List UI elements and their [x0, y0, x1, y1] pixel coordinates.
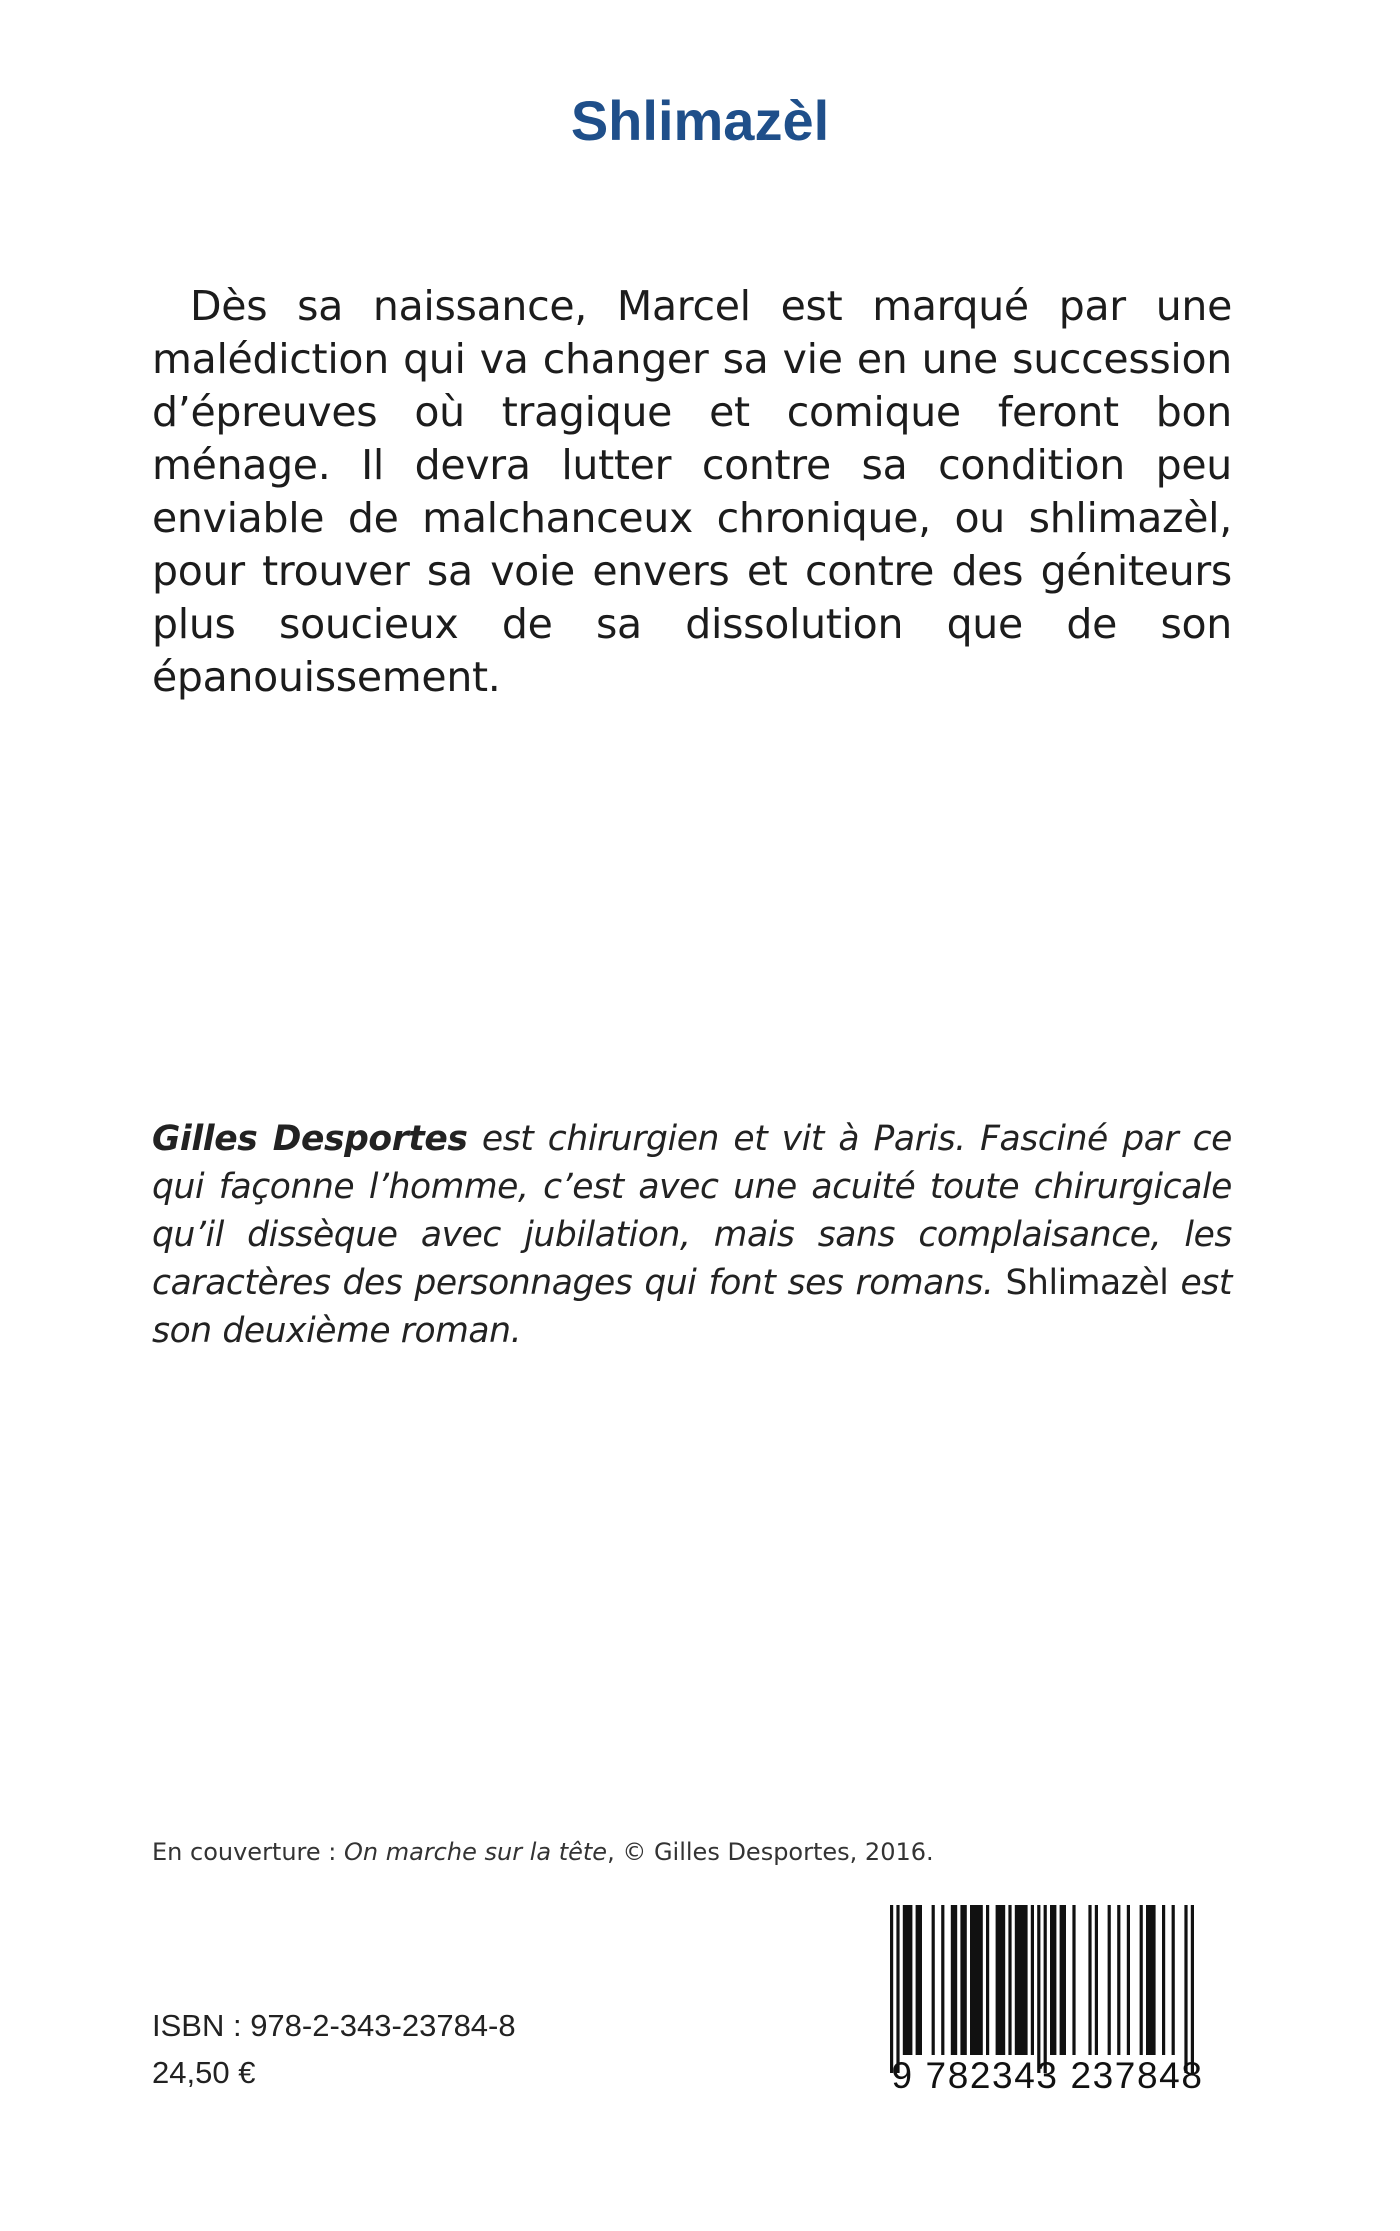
barcode-bar [1088, 1905, 1091, 2055]
barcode-bar [916, 1905, 922, 2055]
barcode-bar [1172, 1905, 1175, 2055]
author-name: Gilles Desportes [152, 1119, 468, 1159]
barcode [860, 1905, 1235, 2105]
book-title: Shlimazèl [570, 89, 830, 152]
barcode-bar [1044, 1905, 1047, 2073]
barcode-bar [1037, 1905, 1040, 2073]
barcode-bar [941, 1905, 944, 2055]
barcode-bar [1095, 1905, 1098, 2055]
barcode-bar [890, 1905, 893, 2073]
barcode-bar [951, 1905, 957, 2055]
cover-credit [152, 1838, 934, 1866]
barcode-bar [960, 1905, 966, 2055]
barcode-bar [896, 1905, 899, 2073]
price-label: 24,50 € [152, 2055, 256, 2090]
barcode-bar [1008, 1905, 1011, 2055]
barcode-bar [1050, 1905, 1056, 2055]
barcode-bar [1127, 1905, 1130, 2055]
barcode-bar [1015, 1905, 1028, 2055]
barcode-bar [1140, 1905, 1143, 2055]
barcode-bar [1031, 1905, 1034, 2055]
isbn-label: ISBN : 978-2-343-23784-8 [152, 2008, 516, 2043]
barcode-bar [1117, 1905, 1120, 2055]
barcode-bar [1191, 1905, 1194, 2073]
barcode-bar [932, 1905, 935, 2055]
barcode-digits: 9 782343 237848 [891, 2055, 1204, 2096]
credit-work-title: On marche sur la tête [344, 1838, 608, 1866]
barcode-bar [1162, 1905, 1165, 2055]
barcode-bar [1146, 1905, 1156, 2055]
credit-suffix: , © Gilles Desportes, 2016. [607, 1838, 934, 1866]
barcode-bar [1184, 1905, 1187, 2073]
barcode-bar [996, 1905, 1006, 2055]
barcode-bar [903, 1905, 913, 2055]
author-bio-book-title: Shlimazèl [1005, 1263, 1169, 1303]
barcode-bar [970, 1905, 983, 2055]
barcode-bar [1072, 1905, 1075, 2055]
synopsis-paragraph: Dès sa naissance, Marcel est marqué par une malédiction qui va changer sa vie en une succession d’épreuves où tragique et comique feront bon ménage. Il devra lutter contre sa condition peu enviable de malchanceux chronique, ou shlimazèl, pour trouver sa voie envers et contre des géniteurs plus soucieux de sa dissolution que de son épanouissement. [152, 282, 1232, 701]
credit-prefix: En couverture : [152, 1838, 344, 1866]
barcode-bar [986, 1905, 989, 2055]
author-bio-text-1: est chirurgien et vit à Paris. Fasciné par ce qui façonne l’homme, c’est avec une acuité toute chirurgicale qu’il dissèque avec jubilation, mais sans complaisance, les caractères des personnages qui font ses romans. [152, 1119, 1233, 1303]
barcode-bar [1108, 1905, 1111, 2055]
author-bio [152, 1115, 1232, 1355]
barcode-bar [1060, 1905, 1066, 2055]
author-bio-text-2: est son deuxième roman. [152, 1263, 1233, 1351]
